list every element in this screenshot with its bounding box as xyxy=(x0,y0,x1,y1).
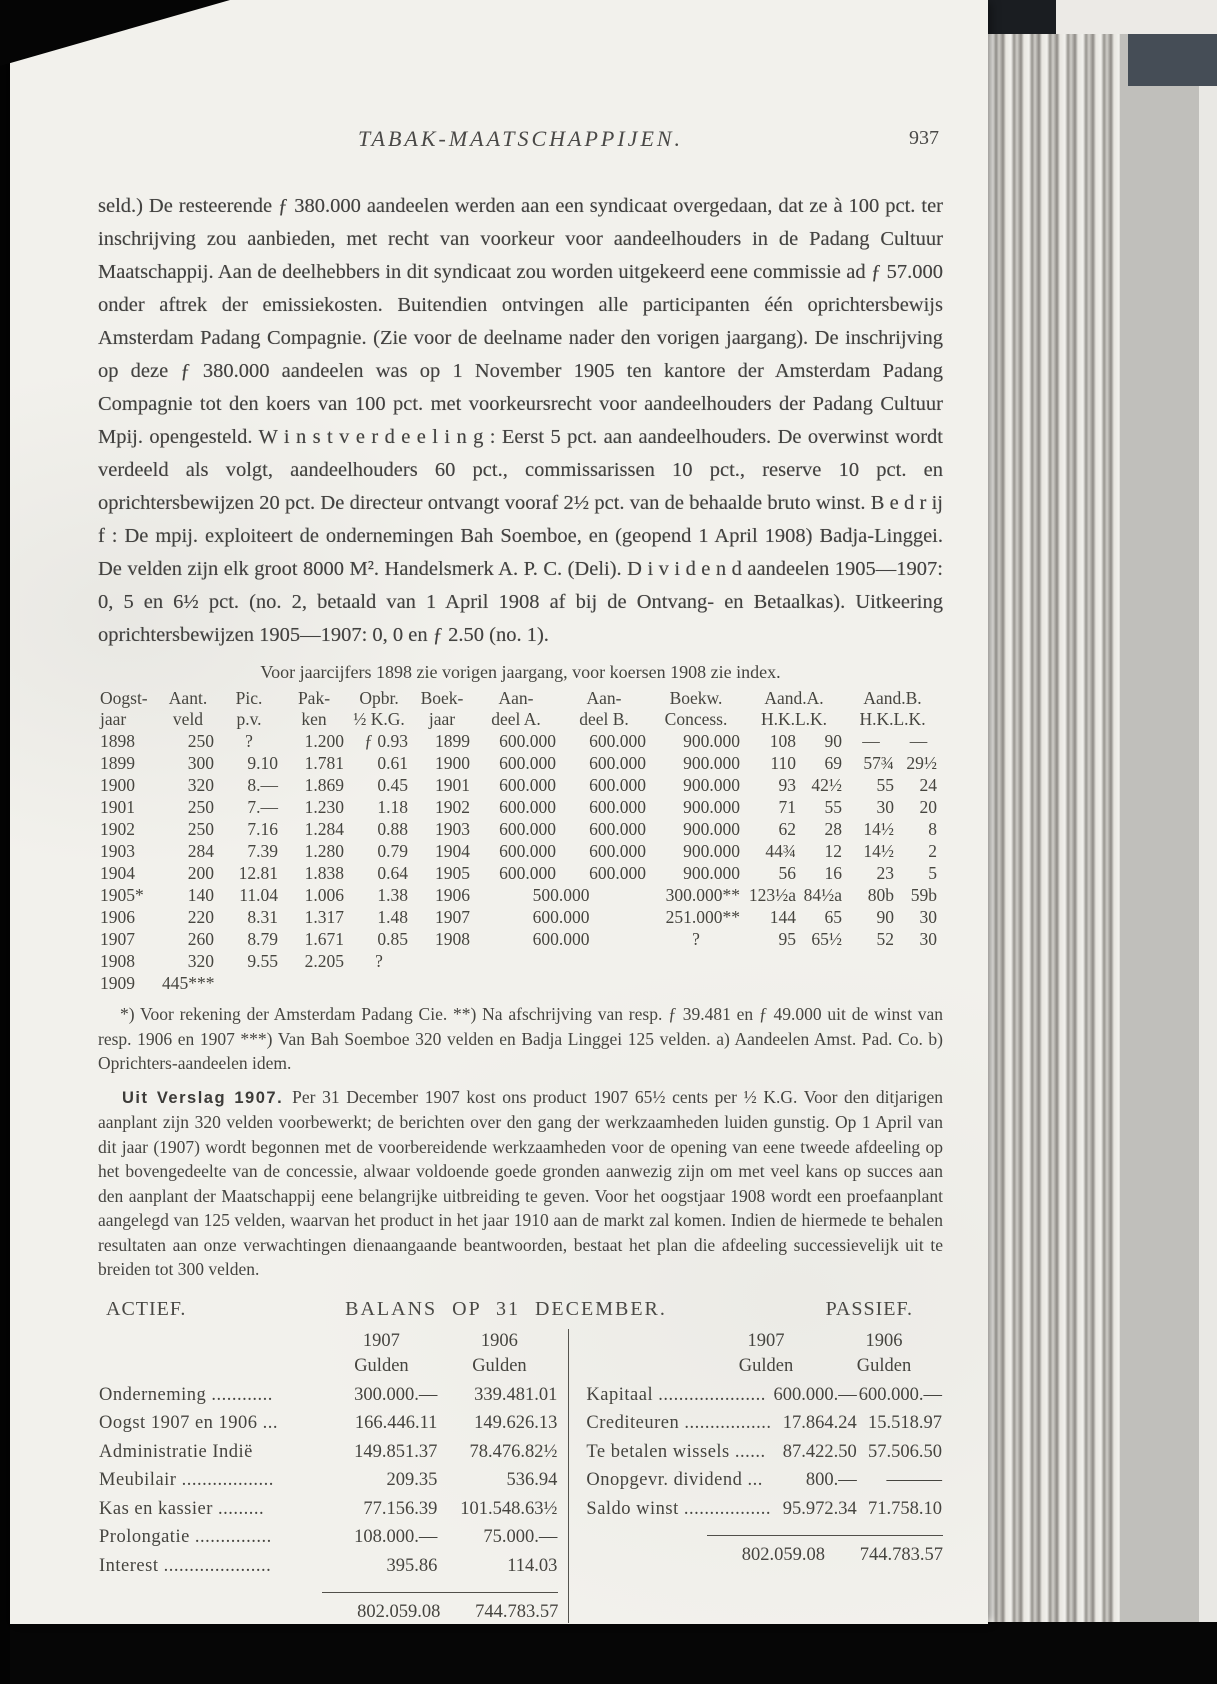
table-cell: 600.000 xyxy=(499,753,556,773)
book-edge-highlight xyxy=(1199,86,1217,1622)
table-cell: 29½ xyxy=(906,753,938,773)
table-cell: 30 xyxy=(919,907,938,927)
table-cell: 600.000 xyxy=(499,819,556,839)
table-cell: — xyxy=(862,731,880,751)
table-cell xyxy=(848,972,900,994)
table-cell: 0.61 xyxy=(377,753,408,773)
table-cell: 1.18 xyxy=(377,797,408,817)
table-cell: 600.000 xyxy=(589,863,646,883)
table-row xyxy=(98,818,943,840)
table-row xyxy=(98,1438,558,1467)
table-cell: 1.781 xyxy=(304,753,344,773)
table-cell: 320 xyxy=(187,775,214,795)
table-row xyxy=(98,950,943,972)
scan-left-border xyxy=(0,0,10,1684)
harvest-table-head xyxy=(98,688,943,730)
harvest-table-body xyxy=(98,730,943,994)
table-cell: 0.88 xyxy=(377,819,408,839)
table-cell: Pak- xyxy=(297,688,331,708)
table-cell: Onderneming ............ xyxy=(99,1384,273,1405)
table-cell: Kapitaal ..................... xyxy=(586,1384,766,1405)
table-cell: 600.000 xyxy=(589,731,646,751)
table-row xyxy=(585,1409,943,1438)
table-row xyxy=(98,840,943,862)
table-cell: Aan- xyxy=(498,688,534,708)
actief-total-1906: 744.783.57 xyxy=(475,1602,559,1622)
actief-rows xyxy=(98,1381,558,1581)
table-cell: 8 xyxy=(928,819,938,839)
table-cell: 14½ xyxy=(863,819,895,839)
table-cell: 108 xyxy=(769,731,796,751)
table-cell: 7.39 xyxy=(247,841,278,861)
table-cell: 140 xyxy=(187,885,214,905)
table-cell: 14½ xyxy=(863,841,895,861)
table-cell: 1908 xyxy=(435,929,470,949)
scan-bottom-border xyxy=(0,1622,1217,1684)
book-page-edges xyxy=(988,0,1120,1622)
table-cell: Onopgevr. dividend ... xyxy=(586,1470,763,1490)
table-cell xyxy=(652,972,746,994)
table-cell: 1903 xyxy=(435,819,470,839)
table-cell: 600.000 xyxy=(499,731,556,751)
table-cell: 600.000 xyxy=(499,797,556,817)
actief-total-1907: 802.059.08 xyxy=(357,1602,441,1622)
table-cell xyxy=(802,972,848,994)
table-cell: 8.— xyxy=(247,775,278,795)
table-cell: 1907 xyxy=(100,929,135,949)
table-cell: 56 xyxy=(778,863,796,883)
table-row xyxy=(98,862,943,884)
table-cell: 62 xyxy=(778,819,796,839)
table-cell: 1.284 xyxy=(304,819,344,839)
table-cell: 80b xyxy=(867,885,895,905)
table-cell: 250 xyxy=(187,731,214,751)
table-cell: 600.000 xyxy=(589,753,646,773)
table-cell: 65½ xyxy=(811,929,843,949)
table-cell: 71 xyxy=(778,797,796,817)
passief-table xyxy=(585,1381,943,1524)
table-cell: 1899 xyxy=(435,731,470,751)
table-cell: 0.85 xyxy=(377,929,408,949)
table-cell: 71.758.10 xyxy=(868,1498,942,1519)
table-cell: 1898 xyxy=(100,731,135,751)
table-cell: 1.230 xyxy=(304,797,344,817)
table-cell: Aant. xyxy=(168,688,208,708)
table-cell: 24 xyxy=(919,775,938,795)
table-cell: Concess. xyxy=(664,709,728,729)
table-cell: 110 xyxy=(770,753,796,773)
balance-titles xyxy=(98,1298,943,1321)
table-cell: 1901 xyxy=(435,775,470,795)
table-cell: 1902 xyxy=(435,797,470,817)
table-cell: ? xyxy=(375,951,383,971)
table-cell: Boekw. xyxy=(669,688,723,708)
table-cell: Aand.B. xyxy=(863,688,922,708)
table-cell: ken xyxy=(301,709,327,729)
top-right-paper-edge xyxy=(1056,0,1217,34)
table-cell: 42½ xyxy=(811,775,843,795)
balance-title: BALANS OP 31 DECEMBER. xyxy=(345,1297,667,1320)
table-cell: 44¾ xyxy=(765,841,796,861)
table-row xyxy=(98,928,943,950)
table-cell: 1901 xyxy=(100,797,135,817)
table-cell: jaar xyxy=(100,709,127,729)
page-title: TABAK-MAATSCHAPPIJEN. xyxy=(357,126,684,151)
table-cell xyxy=(476,972,562,994)
table-row xyxy=(98,796,943,818)
table-cell: Kas en kassier ......... xyxy=(99,1498,265,1519)
table-cell: 320 xyxy=(187,951,214,971)
table-cell xyxy=(414,972,476,994)
table-cell: 17.864.24 xyxy=(782,1413,857,1433)
table-cell: 1908 xyxy=(100,951,135,971)
harvest-results-table xyxy=(98,688,943,994)
table-cell: H.K.L.K. xyxy=(760,709,828,729)
table-cell xyxy=(562,972,652,994)
table-cell: ½ K.G. xyxy=(353,709,405,729)
table-cell: Saldo winst ................. xyxy=(586,1498,772,1519)
actief-currency-headers xyxy=(98,1354,558,1379)
table-cell: 1.869 xyxy=(304,775,344,795)
table-cell: deel A. xyxy=(491,709,541,729)
table-cell: 600.000.— xyxy=(858,1384,942,1405)
table-cell: 12 xyxy=(824,841,843,861)
table-cell: 395.86 xyxy=(386,1555,438,1576)
table-cell: 144 xyxy=(769,907,796,927)
table-row xyxy=(585,1381,943,1410)
table-cell: 1905* xyxy=(100,885,144,905)
page xyxy=(10,0,988,1624)
passief-total-1906: 744.783.57 xyxy=(859,1545,943,1565)
top-right-cover-corner xyxy=(1128,34,1217,86)
table-cell: Boek- xyxy=(420,688,464,708)
table-cell xyxy=(562,950,652,972)
table-cell xyxy=(414,950,476,972)
passief-total-1907: 802.059.08 xyxy=(741,1545,825,1565)
currency-label: Gulden xyxy=(738,1355,794,1376)
table-row xyxy=(98,1381,558,1410)
table-cell: 1909 xyxy=(100,973,135,993)
table-cell: 209.35 xyxy=(386,1470,438,1490)
table-cell: 12.81 xyxy=(238,863,278,883)
table-cell: 445*** xyxy=(162,973,215,993)
page-content xyxy=(98,126,943,1623)
table-cell: 55 xyxy=(824,797,843,817)
table-cell: ƒ 0.93 xyxy=(364,731,408,751)
passief-title: PASSIEF. xyxy=(825,1297,913,1320)
table-cell: Aand.A. xyxy=(764,688,824,708)
table-cell: 900.000 xyxy=(683,775,740,795)
table-cell: 5 xyxy=(928,863,938,883)
table-cell: Interest ..................... xyxy=(99,1555,272,1576)
table-cell: 1.48 xyxy=(377,907,408,927)
table-cell: 1907 xyxy=(435,907,470,927)
table-cell: 57.506.50 xyxy=(868,1441,942,1462)
report-paragraph xyxy=(98,1085,943,1282)
table-cell: ——— xyxy=(886,1470,942,1490)
year-1907: 1907 xyxy=(747,1330,785,1351)
table-cell: 9.10 xyxy=(247,753,278,773)
table-row xyxy=(98,1409,558,1438)
table-row xyxy=(98,709,943,730)
table-cell: 339.481.01 xyxy=(474,1384,558,1405)
table-cell: Meubilair .................. xyxy=(99,1470,274,1490)
table-cell: 1902 xyxy=(100,819,135,839)
table-cell: 600.000.— xyxy=(773,1384,857,1405)
actief-year-headers xyxy=(98,1329,558,1354)
table-cell: 90 xyxy=(876,907,895,927)
table-cell: 84½a xyxy=(803,885,843,905)
table-cell: 600.000 xyxy=(589,797,646,817)
table-cell: 900.000 xyxy=(683,863,740,883)
table-cell: 1899 xyxy=(100,753,135,773)
table-cell: 55 xyxy=(876,775,895,795)
table-row xyxy=(98,1523,558,1552)
balance-body xyxy=(98,1329,943,1624)
page-number: 937 xyxy=(909,127,939,149)
table-cell: 2.205 xyxy=(304,951,344,971)
table-cell: Te betalen wissels ...... xyxy=(586,1441,766,1462)
table-cell: 1.671 xyxy=(304,929,344,949)
table-cell: Oogst 1907 en 1906 ... xyxy=(99,1413,279,1433)
table-cell: Prolongatie ............... xyxy=(99,1527,272,1547)
year-1906: 1906 xyxy=(865,1330,903,1351)
table-cell: 1900 xyxy=(100,775,135,795)
table-cell: 52 xyxy=(876,929,895,949)
table-cell: 900.000 xyxy=(683,819,740,839)
passief-rows xyxy=(585,1381,943,1524)
table-cell: 500.000 xyxy=(532,885,590,905)
table-cell: 77.156.39 xyxy=(363,1498,438,1519)
table-cell: 8.31 xyxy=(247,907,278,927)
top-right-shadow xyxy=(988,0,1056,34)
table-cell xyxy=(284,972,350,994)
table-cell: 200 xyxy=(187,863,214,883)
table-cell: 250 xyxy=(187,819,214,839)
table-cell: 260 xyxy=(187,929,214,949)
table-cell: 95 xyxy=(778,929,796,949)
table-cell: 600.000 xyxy=(532,929,590,949)
table-cell: 95.972.34 xyxy=(782,1498,857,1519)
table-cell: 600.000 xyxy=(499,775,556,795)
table-row xyxy=(98,774,943,796)
table-cell: 7.— xyxy=(247,797,278,817)
table-cell: 900.000 xyxy=(683,797,740,817)
table-cell xyxy=(476,950,562,972)
table-cell: Aan- xyxy=(586,688,622,708)
table-cell: 69 xyxy=(824,753,843,773)
table-cell: Opbr. xyxy=(359,688,399,708)
table-cell: 101.548.63½ xyxy=(460,1498,558,1519)
table-row xyxy=(98,752,943,774)
table-cell: 600.000 xyxy=(499,863,556,883)
table-cell: 1900 xyxy=(435,753,470,773)
table-cell: 1905 xyxy=(435,863,470,883)
table-row xyxy=(585,1438,943,1467)
table-cell: 1.006 xyxy=(304,885,344,905)
table-cell: 300.000.— xyxy=(354,1384,438,1405)
actief-totals xyxy=(322,1592,558,1623)
table-row xyxy=(585,1466,943,1495)
passief-total-row xyxy=(585,1535,943,1566)
table-cell: ? xyxy=(245,731,253,751)
table-cell: 30 xyxy=(876,797,895,817)
table-intro-line: Voor jaarcijfers 1898 zie vorigen jaargang, voor koersen 1908 zie index. xyxy=(260,662,781,682)
table-row xyxy=(585,1495,943,1524)
table-row xyxy=(98,972,943,994)
table-cell: 57¾ xyxy=(863,753,895,773)
table-cell: 284 xyxy=(187,841,214,861)
actief-total-row xyxy=(98,1592,558,1623)
table-cell: 1904 xyxy=(435,841,470,861)
year-1906: 1906 xyxy=(480,1330,518,1351)
table-cell: 75.000.— xyxy=(483,1527,558,1547)
table-cell: 220 xyxy=(187,907,214,927)
table-cell: 93 xyxy=(778,775,796,795)
table-cell: 108.000.— xyxy=(354,1527,438,1547)
balance-sheet xyxy=(98,1298,943,1624)
table-cell: 251.000** xyxy=(665,907,740,927)
table-cell: 600.000 xyxy=(589,775,646,795)
table-cell: 78.476.82½ xyxy=(469,1441,558,1462)
table-cell: 1.838 xyxy=(304,863,344,883)
table-row xyxy=(98,906,943,928)
table-cell: 15.518.97 xyxy=(868,1413,942,1433)
table-cell: veld xyxy=(172,709,204,729)
table-cell: 28 xyxy=(824,819,843,839)
table-cell: 1906 xyxy=(100,907,135,927)
table-row xyxy=(98,1552,558,1581)
table-cell: 16 xyxy=(824,863,843,883)
table-cell: 1903 xyxy=(100,841,135,861)
table-cell: 1904 xyxy=(100,863,135,883)
table-cell: 2 xyxy=(928,841,938,861)
table-cell xyxy=(350,972,414,994)
actief-table xyxy=(98,1381,558,1581)
table-cell: 1.317 xyxy=(304,907,344,927)
table-cell: 1906 xyxy=(435,885,470,905)
table-cell xyxy=(746,972,802,994)
table-cell: 149.626.13 xyxy=(474,1413,558,1433)
report-body: Per 31 December 1907 kost ons product 1907 65½ cents per ½ K.G. Voor den ditjarigen aanplant zijn 320 velden voorbewerkt; de berichten over den gang der werkzaamheden luiden gunstig. Op 1 April van dit jaar (1907) wordt begonnen met de voorbereidende werkzaamheden voor de opening van eene tweede afdeeling op het bovengedeelte van de concessie, alwaar voldoende goede gronden aanwezig zijn om met veel kans op succes aan den aanplant der Maatschappij eene belangrijke uitbreiding te geven. Voor het oogstjaar 1908 wordt een proefaanplant aangelegd van 125 velden, waarvan het product in het jaar 1910 aan de markt zal komen. Indien de hiermede te behalen resultaten aan onze verwachtingen dienaangaande beantwoorden, bestaat het plan die afdeeling successievelijk uit te breiden tot 300 velden. xyxy=(98,1086,943,1279)
table-cell: 8.79 xyxy=(247,929,278,949)
table-cell: 30 xyxy=(919,929,938,949)
table-cell xyxy=(746,950,802,972)
table-cell: 166.446.11 xyxy=(354,1413,438,1433)
passief-column xyxy=(569,1329,943,1624)
table-cell: Administratie Indië xyxy=(99,1441,253,1462)
passief-currency-headers xyxy=(585,1354,943,1379)
table-row xyxy=(98,1466,558,1495)
table-cell: 600.000 xyxy=(532,907,590,927)
table-cell: 0.64 xyxy=(377,863,408,883)
table-cell: 9.55 xyxy=(247,951,278,971)
table-cell: 59b xyxy=(910,885,938,905)
table-row xyxy=(98,688,943,709)
table-cell: 65 xyxy=(824,907,843,927)
table-cell: 149.851.37 xyxy=(354,1441,438,1462)
table-cell xyxy=(802,950,848,972)
table-cell: 11.04 xyxy=(239,885,278,905)
table-cell: 0.79 xyxy=(377,841,408,861)
year-1907: 1907 xyxy=(362,1330,400,1351)
table-cell: 0.45 xyxy=(377,775,408,795)
table-cell: ? xyxy=(692,929,700,949)
table-cell xyxy=(652,950,746,972)
passief-year-headers xyxy=(585,1329,943,1354)
table-cell: Pic. xyxy=(235,688,263,708)
actief-column xyxy=(98,1329,569,1624)
table-cell: 1.280 xyxy=(304,841,344,861)
table-cell: p.v. xyxy=(236,709,262,729)
table-row xyxy=(98,1495,558,1524)
table-cell: 7.16 xyxy=(247,819,278,839)
table-cell xyxy=(848,950,900,972)
table-cell: 900.000 xyxy=(683,731,740,751)
table-cell: Crediteuren ................. xyxy=(586,1413,772,1433)
table-cell: 300.000** xyxy=(665,885,740,905)
table-footnotes: *) Voor rekening der Amsterdam Padang Cie. **) Na afschrijving van resp. ƒ 39.481 en ƒ 49.000 uit de winst van resp. 1906 en 1907 ***) Van Bah Soemboe 320 velden en Badja Linggei 125 velden. a) Aandeelen Amst. Pad. Co. b) Oprichters-aandeelen idem. xyxy=(98,1004,943,1073)
table-cell: 536.94 xyxy=(506,1470,558,1490)
table-cell: 90 xyxy=(824,731,843,751)
table-cell: 114.03 xyxy=(507,1555,558,1576)
table-cell: 900.000 xyxy=(683,841,740,861)
table-cell: 800.— xyxy=(805,1470,857,1490)
passief-totals xyxy=(707,1535,943,1566)
table-cell: 300 xyxy=(187,753,214,773)
table-cell: Oogst- xyxy=(100,688,148,708)
table-cell: H.K.L.K. xyxy=(859,709,926,729)
table-cell: 600.000 xyxy=(589,841,646,861)
currency-label: Gulden xyxy=(354,1355,409,1376)
table-cell: 20 xyxy=(919,797,938,817)
table-cell: 250 xyxy=(187,797,214,817)
table-cell: 600.000 xyxy=(589,819,646,839)
table-cell: 87.422.50 xyxy=(782,1441,857,1462)
running-header xyxy=(98,126,943,156)
table-cell xyxy=(220,972,284,994)
table-cell: deel B. xyxy=(579,709,629,729)
table-cell: jaar xyxy=(428,709,456,729)
table-cell: 900.000 xyxy=(683,753,740,773)
report-heading: Uit Verslag 1907. xyxy=(122,1088,284,1107)
currency-label: Gulden xyxy=(856,1355,912,1376)
table-row xyxy=(98,884,943,906)
table-cell: 1.200 xyxy=(304,731,344,751)
table-row xyxy=(98,730,943,752)
currency-label: Gulden xyxy=(472,1355,527,1376)
table-cell: 23 xyxy=(876,863,895,883)
table-cell: 600.000 xyxy=(499,841,556,861)
table-cell: 123½a xyxy=(748,885,796,905)
actief-title: ACTIEF. xyxy=(106,1297,187,1320)
main-paragraph: seld.) De resteerende ƒ 380.000 aandeelen werden aan een syndicaat overgedaan, dat ze à 100 pct. ter inschrijving zou aanbieden, met recht van voorkeur voor aandeelhouders in de Padang Cultuur Maatschappij. Aan de deelhebbers in dit syndicaat zou worden uitgekeerd eene commissie ad ƒ 57.000 onder aftrek der emissiekosten. Buitendien ontvingen alle participanten één oprichtersbewijs Amsterdam Padang Compagnie. (Zie voor de deelname nader den vorigen jaargang). De inschrijving op deze ƒ 380.000 aandeelen was op 1 November 1905 ten kantore der Amsterdam Padang Compagnie tot den koers van 100 pct. met voorkeursrecht voor aandeelhouders der Padang Cultuur Mpij. opengesteld. W i n s t v e r d e e l i n g : Eerst 5 pct. aan aandeelhouders. De overwinst wordt verdeeld als volgt, aandeelhouders 60 pct., commissarissen 10 pct., reserve 10 pct. en oprichtersbewijzen 20 pct. De directeur ontvangt vooraf 2½ pct. van de behaalde bruto winst. B e d r ij f : De mpij. exploiteert de ondernemingen Bah Soemboe, en (geopend 1 April 1908) Badja-Linggei. De velden zijn elk groot 8000 M². Handelsmerk A. P. C. (Deli). D i v i d e n d aandeelen 1905—1907: 0, 5 en 6½ pct. (no. 2, betaald van 1 April 1908 af bij de Ontvang- en Betaalkas). Uitkeering oprichtersbewijzen 1905—1907: 0, 0 en ƒ 2.50 (no. 1). xyxy=(98,195,943,646)
table-cell: — xyxy=(909,731,928,751)
table-cell: 1.38 xyxy=(377,885,408,905)
